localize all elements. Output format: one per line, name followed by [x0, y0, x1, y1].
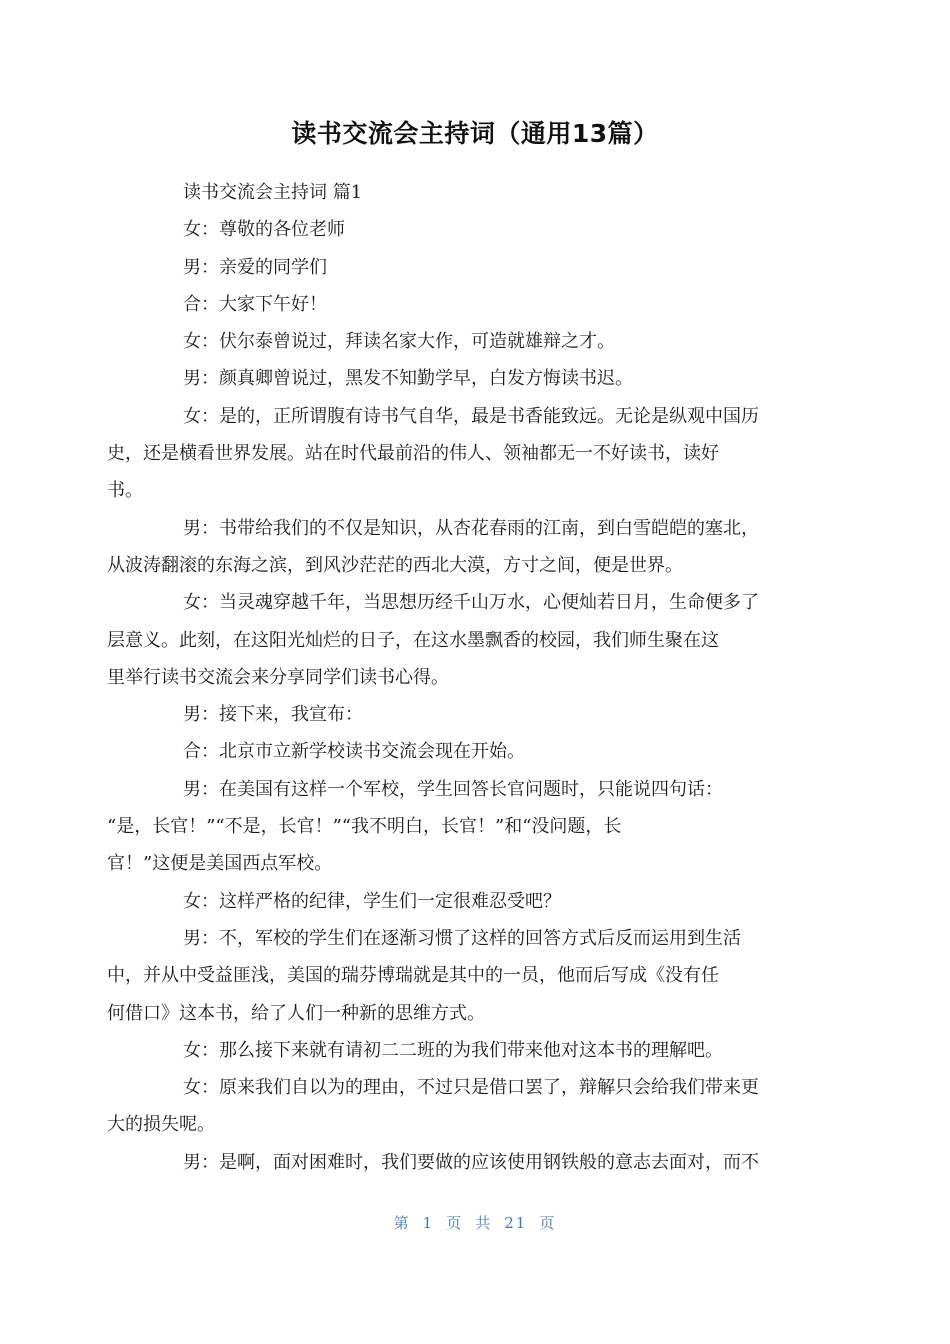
paragraph: [107, 398, 797, 510]
paragraph: [107, 1069, 797, 1144]
document-body: [107, 174, 797, 1181]
paragraph: [145, 1032, 797, 1069]
paragraph-line: 书。: [107, 480, 143, 502]
paragraph: [145, 323, 797, 360]
paragraph-line: 中，并从中受益匪浅，美国的瑞芬博瑞就是其中的一员，他而后写成《没有任: [107, 965, 719, 987]
paragraph: [107, 584, 797, 696]
paragraph-line: 女：是的，正所谓腹有诗书气自华，最是书香能致远。无论是纵观中国历: [183, 405, 759, 427]
paragraph: [107, 771, 797, 883]
paragraph-line: 男：颜真卿曾说过，黑发不知勤学早，白发方悔读书迟。: [183, 368, 633, 390]
paragraph-line: “是，长官！”“不是，长官！”“我不明白，长官！”和“没问题，长: [107, 816, 622, 838]
footer-total-unit: 页: [539, 1214, 557, 1232]
paragraph-line: 合：北京市立新学校读书交流会现在开始。: [183, 741, 525, 763]
paragraph-line: 男：是啊，面对困难时，我们要做的应该使用钢铁般的意志去面对，而不: [183, 1151, 759, 1173]
paragraph: [145, 211, 797, 248]
paragraph-line: 里举行读书交流会来分享同学们读书心得。: [107, 666, 449, 688]
paragraph-line: 官！”这便是美国西点军校。: [107, 853, 333, 875]
paragraph: [145, 883, 797, 920]
paragraph-line: 男：不，军校的学生们在逐渐习惯了这样的回答方式后反而运用到生活: [183, 927, 741, 949]
paragraph: [145, 360, 797, 397]
paragraph: [145, 696, 797, 733]
paragraph: [145, 1144, 797, 1181]
paragraph-line: 女：那么接下来就有请初二二班的为我们带来他对这本书的理解吧。: [183, 1039, 723, 1061]
footer-page-unit: 页: [446, 1214, 464, 1232]
paragraph-line: 何借口》这本书，给了人们一种新的思维方式。: [107, 1002, 485, 1024]
paragraph-line: 读书交流会主持词 篇1: [183, 182, 363, 203]
paragraph-line: 女：当灵魂穿越千年，当思想历经千山万水，心便灿若日月，生命便多了: [183, 592, 759, 614]
footer-total-pages: 21: [504, 1214, 528, 1232]
paragraph: [145, 174, 797, 211]
paragraph-line: 女：这样严格的纪律，学生们一定很难忍受吧？: [183, 890, 561, 912]
paragraph-line: 男：书带给我们的不仅是知识，从杏花春雨的江南，到白雪皑皑的塞北，: [183, 517, 759, 539]
paragraph: [107, 920, 797, 1032]
paragraph: [145, 733, 797, 770]
paragraph-line: 男：在美国有这样一个军校，学生回答长官问题时，只能说四句话：: [183, 778, 723, 800]
paragraph-line: 女：原来我们自以为的理由，不过只是借口罢了，辩解只会给我们带来更: [183, 1077, 759, 1099]
paragraph-line: 女：伏尔泰曾说过，拜读名家大作，可造就雄辩之才。: [183, 331, 615, 353]
paragraph: [145, 286, 797, 323]
paragraph-line: 层意义。此刻，在这阳光灿烂的日子，在这水墨飘香的校园，我们师生聚在这: [107, 629, 719, 651]
paragraph-line: 史，还是横看世界发展。站在时代最前沿的伟人、领袖都无一不好读书，读好: [107, 443, 719, 465]
paragraph-line: 男：亲爱的同学们: [183, 256, 327, 278]
page-footer: [0, 1212, 950, 1234]
paragraph-line: 男：接下来，我宣布：: [183, 704, 363, 726]
paragraph-line: 合：大家下午好！: [183, 293, 327, 315]
paragraph-line: 大的损失呢。: [107, 1114, 215, 1136]
footer-page-number: 1: [422, 1214, 435, 1232]
paragraph: [145, 249, 797, 286]
paragraph-line: 女：尊敬的各位老师: [183, 219, 345, 241]
footer-page-label: 第: [393, 1214, 411, 1232]
document-title: 读书交流会主持词（通用13篇）: [291, 119, 659, 148]
footer-total-label: 共: [475, 1214, 493, 1232]
paragraph: [107, 510, 797, 585]
paragraph-line: 从波涛翻滚的东海之滨，到风沙茫茫的西北大漠，方寸之间，便是世界。: [107, 554, 683, 576]
